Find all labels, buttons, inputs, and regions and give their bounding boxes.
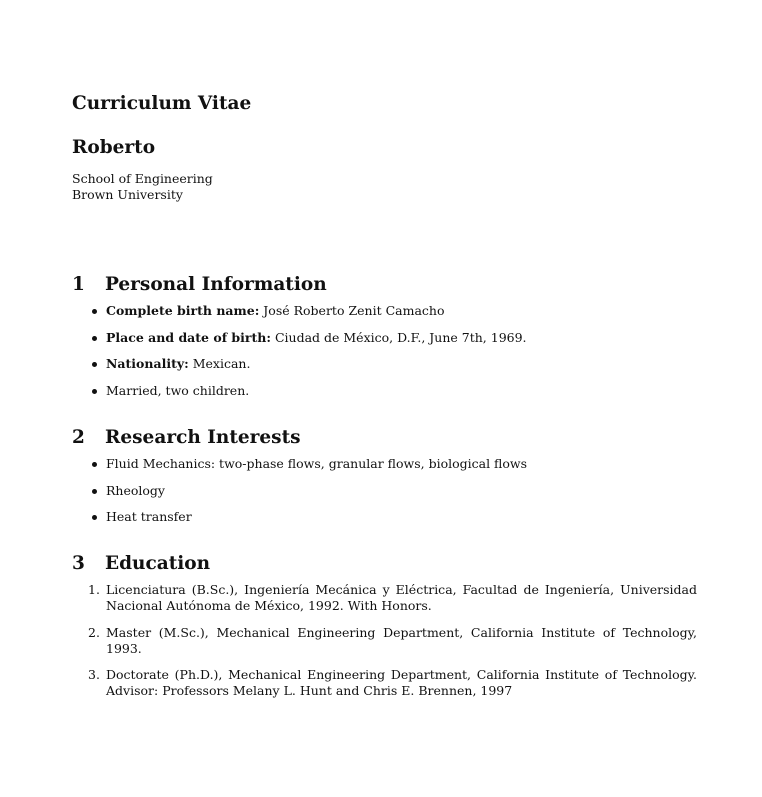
item-number: 3.: [88, 667, 100, 682]
bullet-icon: [92, 336, 97, 341]
item-text: Doctorate (Ph.D.), Mechanical Engineering Department, California Institute of Technology. Advisor: Professors Melany L. Hunt and Chris E. Brennen, 1997: [106, 667, 697, 698]
item-number: 1.: [88, 582, 100, 597]
bullet-icon: [92, 462, 97, 467]
item-text: Fluid Mechanics: two-phase flows, granular flows, biological flows: [106, 456, 528, 471]
section-number: 3: [72, 553, 85, 574]
section-number: 2: [72, 427, 85, 448]
item-text: Married, two children.: [106, 382, 250, 398]
list-item: [72, 330, 697, 346]
affiliation-block: [72, 171, 213, 203]
affiliation-line: School of Engineering: [72, 171, 213, 186]
section-title: Research Interests: [105, 427, 301, 448]
item-text: Licenciatura (B.Sc.), Ingeniería Mecánica y Eléctrica, Facultad de Ingeniería, Universidad Nacional Autónoma de México, 1992. With Honors.: [106, 582, 697, 613]
item-text: Rheology: [106, 482, 165, 498]
item-number: 2.: [88, 624, 100, 640]
list-item: [72, 509, 697, 525]
bullet-icon: [92, 362, 97, 367]
section-heading: [72, 426, 697, 450]
bullet-list: [72, 456, 697, 525]
item-text: Heat transfer: [106, 509, 192, 524]
item-label: Nationality:: [106, 356, 189, 371]
bullet-icon: [92, 309, 97, 314]
item-label: Complete birth name:: [106, 303, 260, 318]
section-education: [72, 552, 697, 699]
item-text: José Roberto Zenit Camacho: [259, 303, 445, 318]
list-item: [72, 667, 697, 699]
section-title: Personal Information: [105, 274, 327, 295]
bullet-icon: [92, 489, 97, 494]
bullet-list: [72, 303, 697, 399]
list-item: [72, 582, 697, 614]
author-name: Roberto: [72, 137, 156, 158]
section-heading: [72, 552, 697, 576]
list-item: [72, 625, 697, 657]
bullet-icon: [92, 515, 97, 520]
numbered-list: [72, 582, 697, 699]
item-text: Master (M.Sc.), Mechanical Engineering Department, California Institute of Technology, 1993.: [106, 624, 697, 656]
list-item: [72, 483, 697, 499]
section-personal-information: [72, 273, 697, 399]
list-item: [72, 356, 697, 372]
section-research-interests: [72, 426, 697, 525]
item-text: Ciudad de México, D.F., June 7th, 1969.: [270, 329, 527, 345]
section-number: 1: [72, 274, 85, 295]
section-title: Education: [105, 553, 211, 574]
document-title: Curriculum Vitae: [72, 93, 252, 114]
list-item: [72, 383, 697, 399]
list-item: [72, 456, 697, 472]
list-item: [72, 303, 697, 319]
affiliation-line: Brown University: [72, 187, 183, 202]
section-heading: [72, 273, 697, 297]
bullet-icon: [92, 389, 97, 394]
item-label: Place and date of birth:: [106, 329, 271, 345]
item-text: Mexican.: [188, 356, 251, 371]
